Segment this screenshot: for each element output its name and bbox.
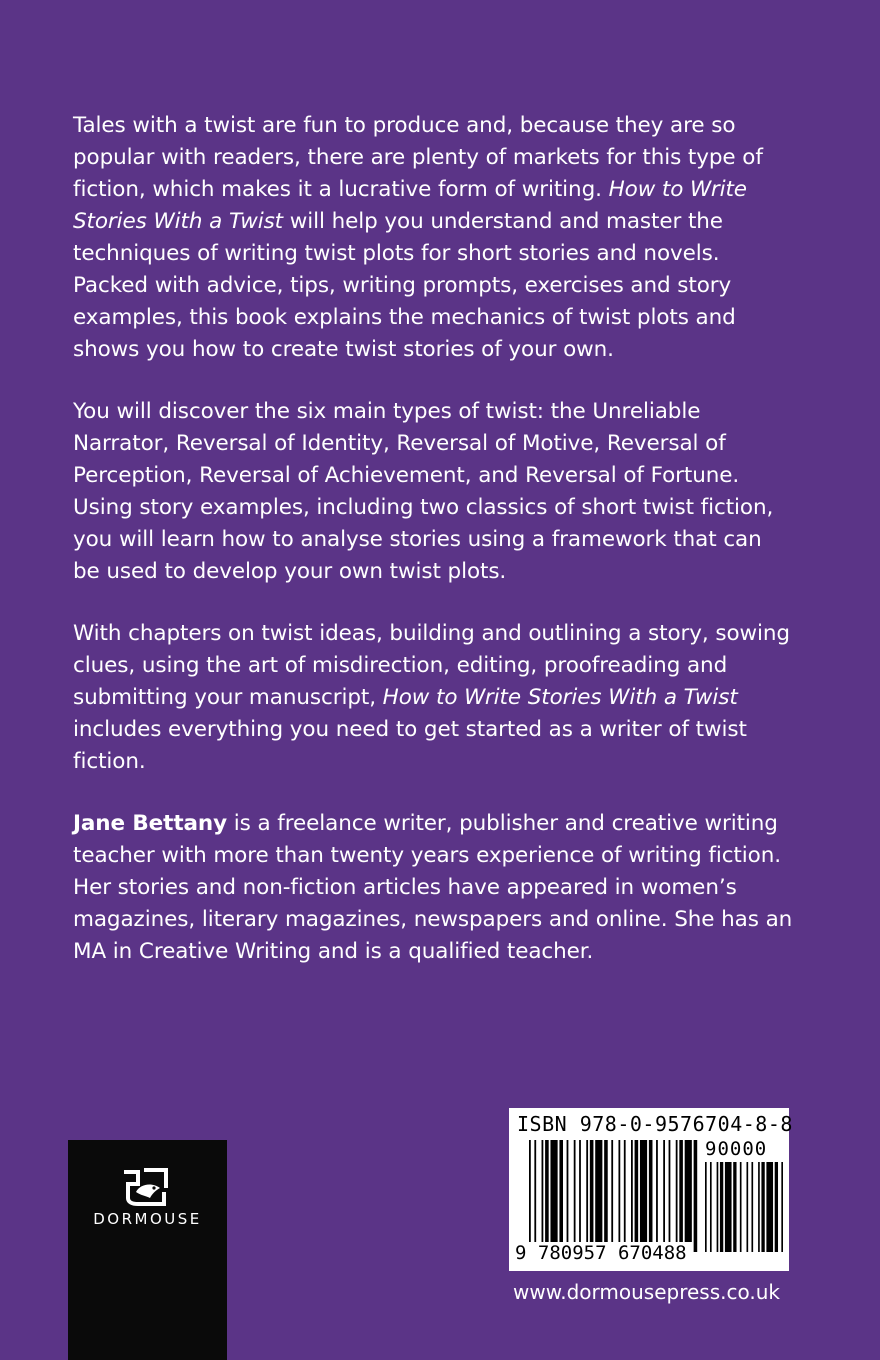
- addon-barcode-bars: [705, 1162, 783, 1262]
- isbn-barcode: [509, 1108, 793, 1271]
- barcode-bar: [746, 1162, 748, 1252]
- blurb-paragraph-2: You will discover the six main types of twist: the Unreliable Narrator, Reversal of Identity, Reversal of Motive, Reversal of Perception, Reversal of Achievement, and Reversal of Fortune. Using story examples, including two classics of short twist fiction, you will learn how to analyse stories using a framework that can be used to develop your own twist plots.: [73, 399, 774, 584]
- barcode-bar: [586, 1140, 588, 1242]
- publisher-logo-block: [68, 1140, 227, 1360]
- barcode-bar: [663, 1140, 665, 1242]
- barcode-bar: [550, 1140, 557, 1242]
- barcode-bar: [710, 1162, 712, 1252]
- barcode-bar: [705, 1162, 707, 1252]
- barcode-bar: [529, 1140, 531, 1252]
- barcode-bar: [640, 1140, 647, 1242]
- barcode-bar: [624, 1140, 626, 1242]
- barcode-bar: [758, 1162, 760, 1252]
- barcode-bar: [781, 1162, 783, 1252]
- publisher-name: DORMOUSE: [93, 1210, 202, 1228]
- barcode-bar: [534, 1140, 536, 1242]
- barcode-bar: [579, 1140, 581, 1242]
- barcode-bar: [766, 1162, 773, 1252]
- isbn-label: ISBN 978-0-9576704-8-8: [517, 1112, 793, 1136]
- barcode-bar: [751, 1162, 753, 1252]
- barcode-bar: [618, 1140, 620, 1252]
- barcode-bar: [669, 1140, 671, 1242]
- author-name: Jane Bettany: [73, 811, 228, 836]
- barcode-bar: [559, 1140, 563, 1242]
- barcode-bar: [595, 1140, 602, 1242]
- barcode-bar: [775, 1162, 778, 1252]
- barcode-bar: [611, 1140, 613, 1252]
- barcode-bar: [545, 1140, 549, 1242]
- barcode-bar: [542, 1140, 544, 1242]
- price-code: 90000: [705, 1138, 768, 1160]
- barcode-bar: [574, 1140, 576, 1242]
- barcode-bar: [740, 1162, 742, 1252]
- barcode-bar: [604, 1140, 608, 1242]
- barcode-bar: [590, 1140, 594, 1242]
- barcode-bar: [631, 1140, 633, 1242]
- barcode-bar: [694, 1140, 698, 1252]
- back-cover-blurb: [73, 110, 793, 998]
- barcode-bar: [761, 1162, 764, 1252]
- barcode-bar: [676, 1140, 678, 1242]
- author-bio: Jane Bettany is a freelance writer, publisher and creative writing teacher with more than twenty years experience of writing fiction. Her stories and non-fiction articles have appeared in women’s magazines, literary magazines, newspapers and online. She has an MA in Creative Writing and is a qualified teacher.: [73, 811, 793, 964]
- barcode-bar: [567, 1140, 569, 1242]
- dormouse-logo-icon: [122, 1168, 170, 1208]
- barcode-bar: [635, 1140, 639, 1242]
- book-title-italic: How to Write Stories With a Twist: [382, 685, 738, 710]
- barcode-bar: [720, 1162, 723, 1252]
- publisher-website[interactable]: www.dormousepress.co.uk: [513, 1280, 780, 1304]
- barcode-bar: [733, 1162, 736, 1252]
- barcode-bar: [649, 1140, 653, 1242]
- barcode-bar: [717, 1162, 719, 1252]
- barcode-digits: 9 780957 670488: [515, 1242, 687, 1264]
- ean-barcode-bars: [529, 1140, 699, 1252]
- barcode-bar: [725, 1162, 732, 1252]
- book-title-italic: How to Write Stories With a Twist: [73, 177, 747, 234]
- blurb-paragraph-1: Tales with a twist are fun to produce and, because they are so popular with readers, there are plenty of markets for this type of fiction, which makes it a lucrative form of writing. How to Write Stories With a Twist will help you understand and master the techniques of writing twist plots for short stories and novels. Packed with advice, tips, writing prompts, exercises and story examples, this book explains the mechanics of twist plots and shows you how to create twist stories of your own.: [73, 113, 763, 362]
- barcode-bar: [679, 1140, 683, 1242]
- barcode-bar: [656, 1140, 658, 1242]
- blurb-paragraph-3: With chapters on twist ideas, building and outlining a story, sowing clues, using the art of misdirection, editing, proofreading and submitting your manuscript, How to Write Stories With a Twist includes everything you need to get started as a writer of twist fiction.: [73, 621, 790, 774]
- barcode-bar: [685, 1140, 692, 1242]
